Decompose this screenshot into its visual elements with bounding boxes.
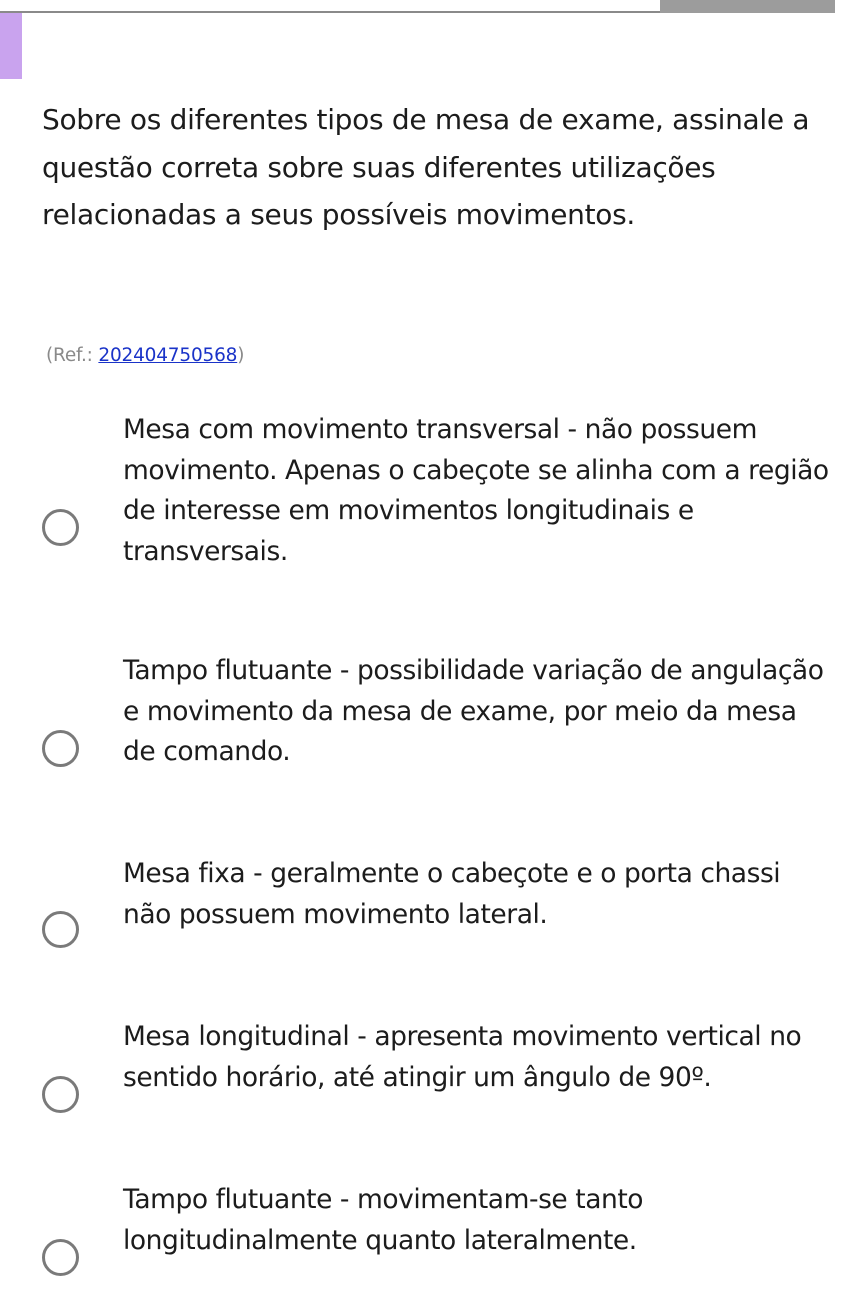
answer-option-text: Mesa fixa - geralmente o cabeçote e o porta chassi não possuem movimento lateral. bbox=[123, 858, 781, 930]
reference-prefix: (Ref.: bbox=[46, 345, 99, 366]
answer-option-text: Mesa longitudinal - apresenta movimento vertical no sentido horário, até atingir um ângulo de 90º. bbox=[123, 1021, 802, 1093]
question-accent-marker bbox=[0, 13, 22, 79]
answer-option-text: Tampo flutuante - possibilidade variação de angulação e movimento da mesa de exame, por meio da mesa de comando. bbox=[123, 655, 824, 767]
answer-option-3[interactable] bbox=[0, 850, 852, 950]
reference-link[interactable]: 202404750568 bbox=[98, 345, 238, 366]
answer-option-5[interactable] bbox=[0, 1178, 852, 1278]
progress-track bbox=[0, 11, 665, 13]
answer-option-4[interactable] bbox=[0, 1014, 852, 1114]
answer-option-2[interactable] bbox=[0, 645, 852, 780]
radio-button-4[interactable] bbox=[42, 1076, 79, 1113]
reference-suffix: ) bbox=[237, 345, 245, 366]
radio-button-5[interactable] bbox=[42, 1239, 79, 1276]
answer-option-text: Tampo flutuante - movimentam-se tanto longitudinalmente quanto lateralmente. bbox=[123, 1184, 644, 1256]
answer-option-text: Mesa com movimento transversal - não possuem movimento. Apenas o cabeçote se alinha com a região de interesse em movimentos longitudinais e transversais. bbox=[123, 414, 829, 567]
radio-button-1[interactable] bbox=[42, 509, 79, 546]
reference bbox=[46, 343, 244, 369]
radio-button-2[interactable] bbox=[42, 730, 79, 767]
radio-button-3[interactable] bbox=[42, 911, 79, 948]
question-text: Sobre os diferentes tipos de mesa de exame, assinale a questão correta sobre suas diferentes utilizações relacionadas a seus possíveis movimentos. bbox=[42, 103, 810, 231]
progress-indicator bbox=[660, 0, 835, 13]
answer-option-1[interactable] bbox=[0, 405, 852, 580]
